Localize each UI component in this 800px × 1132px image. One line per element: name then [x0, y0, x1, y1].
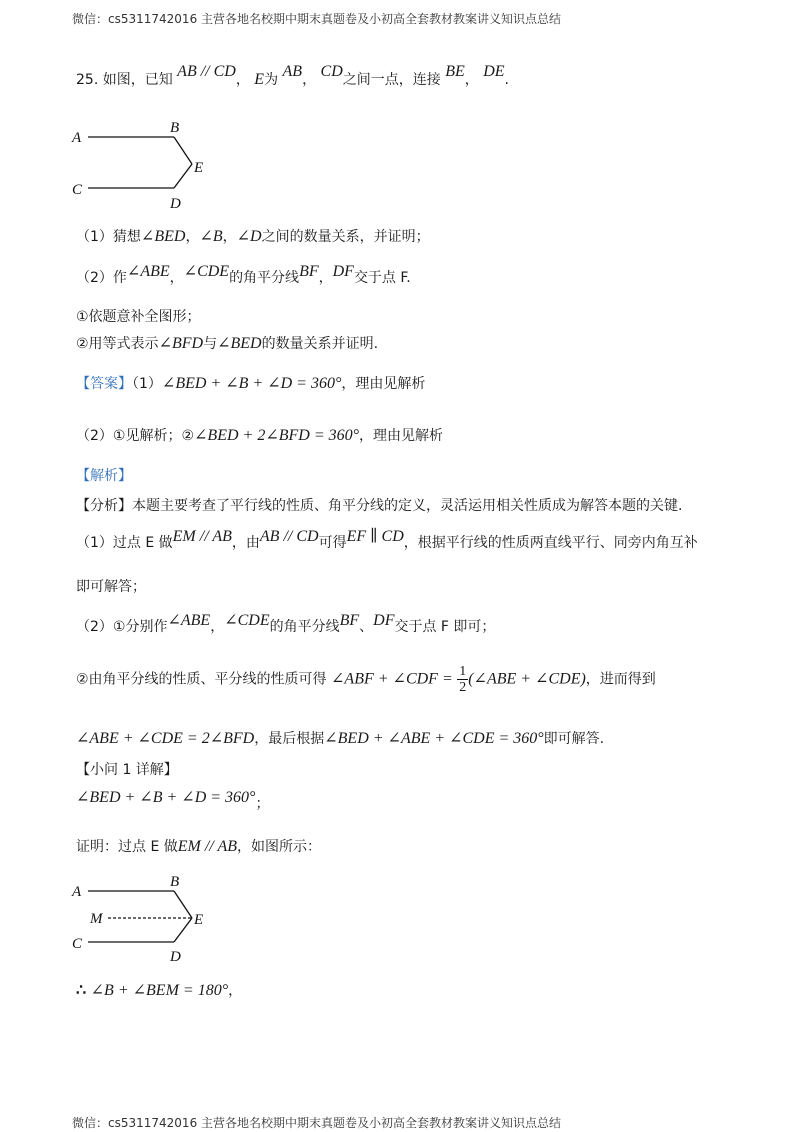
figure-2: [66, 872, 226, 964]
text: 的角平分线: [229, 270, 300, 286]
math-df: DF: [373, 612, 395, 629]
semicolon: ；: [255, 796, 270, 812]
line-be: [174, 137, 192, 164]
solution-3: [76, 664, 656, 695]
text: ，进而得到: [585, 671, 656, 688]
proof-line: [76, 837, 321, 857]
math-angle-bed: ∠BED: [217, 335, 262, 352]
fraction-one-half: [457, 664, 468, 695]
text: 即可解答.: [543, 731, 605, 747]
analysis-summary: 【分析】本题主要考查了平行线的性质、角平分线的定义，灵活运用相关性质成为解答本题的关键.: [76, 498, 683, 514]
text: 与: [203, 336, 218, 352]
part-2-2: [76, 334, 378, 354]
math-abf-plus-cdf: ∠ABF + ∠CDF =: [331, 670, 453, 688]
math-abe-plus-cde: (∠ABE + ∠CDE): [468, 670, 586, 688]
q25-intro: 25. 如图，已知: [76, 72, 173, 88]
math-angle-cde: ∠CDE: [224, 612, 270, 629]
figure-1: [66, 116, 226, 212]
answer-tag: 【答案】: [76, 376, 132, 392]
label-a: A: [72, 130, 82, 146]
math-cd: CD: [320, 63, 343, 80]
line-be: [174, 891, 192, 918]
text: 交于点 F.: [353, 270, 411, 286]
text: ，如图所示：: [237, 839, 321, 855]
sub-question-1-title: 【小问 1 详解】: [76, 762, 178, 778]
line-de: [174, 164, 192, 188]
page-footer: 微信：cs5311742016 主营各地名校期中期末真题卷及小初高全套教材教案讲义知识点总结: [72, 1116, 562, 1130]
math-e: E: [254, 71, 265, 88]
text-between: 之间一点，连接: [342, 72, 441, 88]
math-eq-360: ∠BED + ∠ABE + ∠CDE = 360°: [324, 730, 544, 747]
text: ，最后根据: [254, 731, 325, 747]
comma: ，: [235, 72, 250, 88]
label-e: E: [194, 160, 204, 176]
text: ，根据平行线的性质两直线平行、同旁内角互补: [403, 535, 698, 551]
label-c: C: [72, 182, 83, 198]
last-line: [76, 981, 242, 1001]
math-em-parallel-ab: EM // AB: [177, 838, 237, 855]
label-d: D: [170, 949, 181, 964]
math-ab-parallel-cd: AB // CD: [177, 63, 236, 80]
text: ②用等式表示: [76, 336, 159, 352]
answer-eq-2: ∠BED + 2∠BFD = 360°: [194, 427, 360, 444]
text-wei: 为: [264, 72, 279, 88]
page-header: 微信：cs5311742016 主营各地名校期中期末真题卷及小初高全套教材教案讲义知识点总结: [72, 12, 562, 26]
answer-eq-1: ∠BED + ∠B + ∠D = 360°: [161, 375, 342, 392]
solution-4: [76, 729, 604, 749]
text: 的角平分线: [269, 619, 340, 635]
comma: ，: [228, 983, 243, 999]
math-be: BE: [445, 63, 465, 80]
comma: ，: [318, 270, 333, 286]
math-de: DE: [483, 63, 505, 80]
math-bf: BF: [339, 612, 360, 629]
denominator: 2: [459, 680, 467, 695]
text: 可得: [318, 535, 347, 551]
math-df: DF: [332, 263, 354, 280]
text: ②由角平分线的性质、平分线的性质可得: [76, 671, 327, 688]
label-b: B: [170, 120, 180, 136]
label-m: M: [90, 911, 103, 927]
line-de: [174, 918, 192, 942]
text: （2）作: [76, 270, 127, 286]
math-eq-b-bem-180: ∠B + ∠BEM = 180°: [90, 982, 229, 999]
text: 的数量关系并证明.: [261, 336, 379, 352]
label-e: E: [194, 912, 204, 928]
math-angle-cde: ∠CDE: [183, 263, 230, 280]
math-ab-parallel-cd: AB // CD: [259, 528, 319, 545]
comma: ，: [169, 270, 184, 286]
text: （1）过点 E 做: [76, 535, 173, 551]
therefore-symbol: ∴: [76, 982, 87, 999]
math-angle-abe: ∠ABE: [167, 612, 211, 629]
label-c: C: [72, 936, 83, 952]
comma: ，: [210, 619, 225, 635]
math-eq-bed-360: ∠BED + ∠B + ∠D = 360°: [76, 789, 256, 806]
comma: ，: [222, 229, 237, 245]
text: 证明：过点 E 做: [76, 839, 178, 855]
text: （1）猜想: [76, 229, 141, 245]
math-angle-d: ∠D: [236, 228, 262, 245]
math-angle-bfd: ∠BFD: [158, 335, 204, 352]
text: ，理由见解析: [341, 376, 426, 392]
numerator: 1: [459, 664, 467, 679]
text: ，理由见解析: [359, 428, 444, 444]
analysis-tag: 【解析】: [76, 468, 132, 484]
period: .: [504, 72, 509, 88]
part-2: [76, 263, 411, 288]
math-em-parallel-ab: EM // AB: [172, 528, 232, 545]
label-d: D: [170, 196, 181, 212]
text: 交于点 F 即可；: [394, 619, 496, 635]
math-angle-bed: ∠BED: [140, 228, 186, 245]
part-2-1: ①依题意补全图形；: [76, 309, 201, 325]
math-ab: AB: [282, 63, 303, 80]
text: 、: [359, 619, 374, 635]
comma: ，: [185, 229, 200, 245]
text: 之间的数量关系，并证明；: [261, 229, 430, 245]
math-bf: BF: [299, 263, 319, 280]
text: （2）①分别作: [76, 619, 168, 635]
math-eq-2bfd: ∠ABE + ∠CDE = 2∠BFD: [76, 730, 255, 747]
label-b: B: [170, 874, 180, 890]
math-angle-b: ∠B: [199, 228, 223, 245]
text: （1）: [132, 376, 162, 392]
text: ，由: [231, 535, 260, 551]
label-a: A: [72, 884, 82, 900]
solution-2: [76, 612, 496, 637]
math-angle-abe: ∠ABE: [126, 263, 170, 280]
math-ef-parallel-cd: EF ∥ CD: [346, 528, 404, 545]
text: （2）①见解析；②: [76, 428, 195, 444]
comma: ，: [464, 72, 479, 88]
comma: ，: [302, 72, 317, 88]
answer-line-1: [76, 374, 425, 394]
solution-1: [76, 528, 698, 553]
question-25: [76, 63, 509, 90]
solution-1-cont: 即可解答；: [76, 579, 146, 595]
sub-question-1-eq: [76, 788, 270, 812]
answer-line-2: [76, 426, 443, 446]
part-1: [76, 227, 430, 247]
